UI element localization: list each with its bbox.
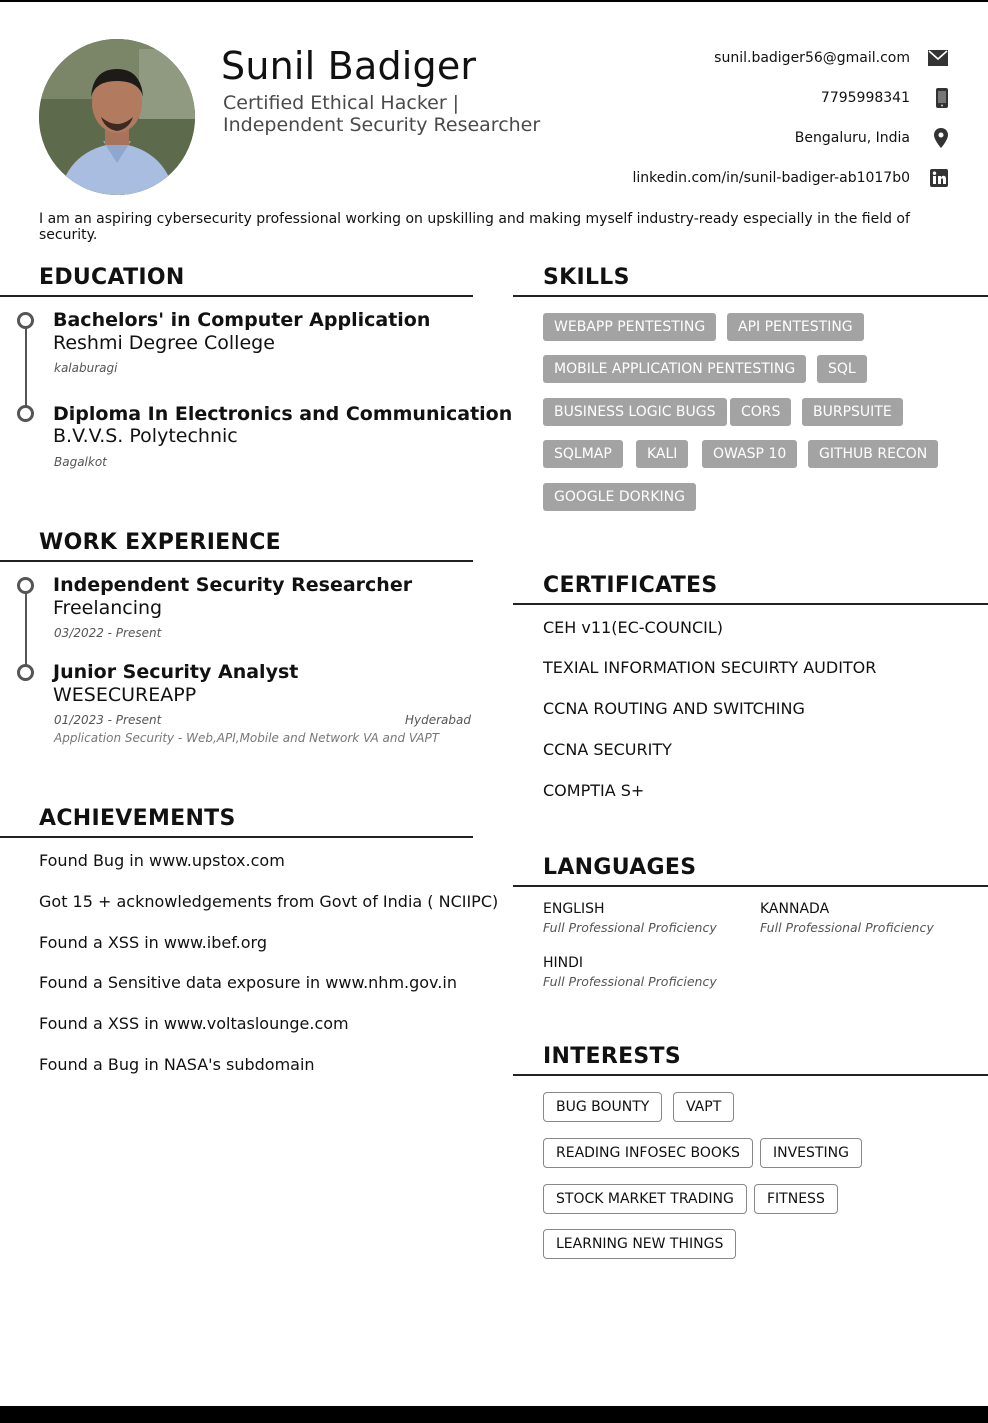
languages-divider xyxy=(513,885,988,887)
languages-heading: LANGUAGES xyxy=(543,855,697,880)
achievement-item: Got 15 + acknowledgements from Govt of India ( NCIIPC) xyxy=(39,892,499,911)
language-level: Full Professional Proficiency xyxy=(543,974,717,989)
timeline-node xyxy=(17,664,34,681)
contact-linkedin[interactable] xyxy=(528,158,948,198)
achievement-item: Found Bug in www.upstox.com xyxy=(39,851,285,870)
certificates-divider xyxy=(513,603,988,605)
location-text: Bengaluru, India xyxy=(794,130,910,146)
education-location: Bagalkot xyxy=(54,455,107,469)
timeline-node xyxy=(17,405,34,422)
contact-email[interactable] xyxy=(528,38,948,78)
contact-phone[interactable] xyxy=(528,78,948,118)
job-role: Independent Security Researcher xyxy=(53,574,413,596)
education-degree: Diploma In Electronics and Communication xyxy=(53,403,513,425)
achievements-divider xyxy=(0,836,473,838)
job-company: WESECUREAPP xyxy=(53,684,197,706)
skill-tag: API PENTESTING xyxy=(727,313,864,341)
language-name: ENGLISH xyxy=(543,901,605,917)
contact-list xyxy=(528,38,948,198)
phone-icon xyxy=(920,88,948,108)
certificates-heading: CERTIFICATES xyxy=(543,573,718,598)
work-divider xyxy=(0,560,473,562)
education-school: B.V.V.S. Polytechnic xyxy=(53,425,238,447)
certificate-item: CEH v11(EC-COUNCIL) xyxy=(543,618,724,637)
title-line-1: Certified Ethical Hacker | xyxy=(223,92,460,114)
contact-location xyxy=(528,118,948,158)
achievement-item: Found a XSS in www.voltaslounge.com xyxy=(39,1014,349,1033)
education-divider xyxy=(0,295,473,297)
education-timeline-line xyxy=(25,327,27,413)
education-location: kalaburagi xyxy=(54,361,118,375)
job-dates: 03/2022 - Present xyxy=(54,626,162,640)
interest-tag: LEARNING NEW THINGS xyxy=(543,1229,736,1259)
language-level: Full Professional Proficiency xyxy=(543,920,717,935)
timeline-node xyxy=(17,312,34,329)
profile-photo xyxy=(39,39,195,195)
top-border xyxy=(0,0,988,2)
certificate-item: CCNA ROUTING AND SWITCHING xyxy=(543,699,805,718)
candidate-name: Sunil Badiger xyxy=(221,44,477,88)
skill-tag: WEBAPP PENTESTING xyxy=(543,313,716,341)
skill-tag: OWASP 10 xyxy=(702,440,797,468)
education-heading: EDUCATION xyxy=(39,265,185,290)
interest-tag: FITNESS xyxy=(754,1184,838,1214)
interest-tag: STOCK MARKET TRADING xyxy=(543,1184,747,1214)
work-experience-heading: WORK EXPERIENCE xyxy=(39,530,281,555)
job-dates: 01/2023 - Present xyxy=(54,713,162,727)
linkedin-text: linkedin.com/in/sunil-badiger-ab1017b0 xyxy=(632,170,910,186)
skill-tag: BURPSUITE xyxy=(802,398,903,426)
education-degree: Bachelors' in Computer Application xyxy=(53,309,431,331)
interests-heading: INTERESTS xyxy=(543,1044,681,1069)
certificate-item: TEXIAL INFORMATION SECUIRTY AUDITOR xyxy=(543,658,877,677)
skills-heading: SKILLS xyxy=(543,265,630,290)
email-text: sunil.badiger56@gmail.com xyxy=(714,50,910,66)
language-name: HINDI xyxy=(543,955,584,971)
candidate-title xyxy=(223,92,543,136)
interest-tag: VAPT xyxy=(673,1092,734,1122)
interest-tag: INVESTING xyxy=(760,1138,862,1168)
skill-tag: CORS xyxy=(730,398,791,426)
interest-tag: READING INFOSEC BOOKS xyxy=(543,1138,753,1168)
phone-text: 7795998341 xyxy=(820,90,910,106)
bottom-border xyxy=(0,1406,988,1423)
skills-divider xyxy=(513,295,988,297)
certificate-item: CCNA SECURITY xyxy=(543,740,672,759)
location-pin-icon xyxy=(920,128,948,148)
language-name: KANNADA xyxy=(760,901,830,917)
job-company: Freelancing xyxy=(53,597,163,619)
timeline-node xyxy=(17,577,34,594)
achievement-item: Found a Sensitive data exposure in www.nhm.gov.in xyxy=(39,973,457,992)
skill-tag: MOBILE APPLICATION PENTESTING xyxy=(543,355,806,383)
achievements-heading: ACHIEVEMENTS xyxy=(39,806,236,831)
skill-tag: GOOGLE DORKING xyxy=(543,483,696,511)
achievement-item: Found a XSS in www.ibef.org xyxy=(39,933,267,952)
job-description: Application Security - Web,API,Mobile and Network VA and VAPT xyxy=(54,731,440,745)
interests-divider xyxy=(513,1074,988,1076)
interest-tag: BUG BOUNTY xyxy=(543,1092,662,1122)
skill-tag: GITHUB RECON xyxy=(808,440,938,468)
certificate-item: COMPTIA S+ xyxy=(543,781,645,800)
title-line-2: Independent Security Researcher xyxy=(223,114,541,136)
profile-summary: I am an aspiring cybersecurity professional working on upskilling and making myself industry-ready especially in the field of security. xyxy=(39,211,910,243)
skill-tag: BUSINESS LOGIC BUGS xyxy=(543,398,727,426)
achievement-item: Found a Bug in NASA's subdomain xyxy=(39,1055,315,1074)
work-timeline-line xyxy=(25,592,27,672)
job-role: Junior Security Analyst xyxy=(53,661,299,683)
linkedin-icon xyxy=(920,169,948,187)
language-level: Full Professional Proficiency xyxy=(760,920,934,935)
skill-tag: SQL xyxy=(817,355,867,383)
education-school: Reshmi Degree College xyxy=(53,332,275,354)
job-location: Hyderabad xyxy=(405,713,471,727)
skill-tag: KALI xyxy=(636,440,688,468)
envelope-icon xyxy=(920,50,948,66)
skill-tag: SQLMAP xyxy=(543,440,623,468)
